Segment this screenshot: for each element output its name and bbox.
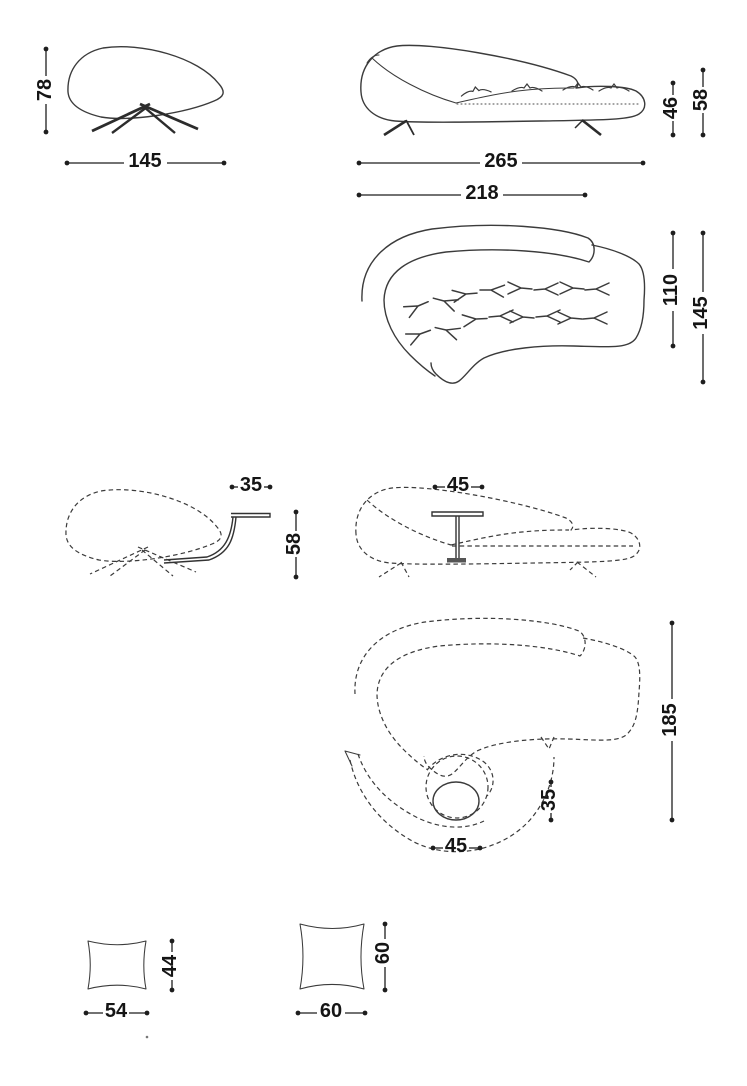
dimension-label: 185: [659, 703, 681, 737]
dimension-endpoint: [44, 47, 49, 52]
tufting-marks: [404, 282, 609, 345]
chaise-outline: [361, 45, 645, 122]
swing-arrowhead: [345, 751, 360, 766]
backrest-band-dashed: [355, 618, 585, 770]
dimension-endpoint: [670, 621, 675, 626]
dimension-label: 60: [372, 941, 394, 965]
dimension-endpoint: [583, 193, 588, 198]
dimension-endpoint: [170, 988, 175, 993]
cushion-small-outline: [88, 941, 146, 989]
dim-plan-seat-depth: [660, 231, 682, 349]
dim-pouf-width: [65, 150, 227, 172]
pedestal-table-top: [432, 512, 483, 516]
dim-tabletop-width-plan: [431, 835, 483, 857]
dim-pedestal-top-width: [433, 474, 485, 496]
dimension-label: 60: [319, 1000, 343, 1022]
tufting-mark: [508, 282, 532, 294]
dimension-endpoint: [170, 939, 175, 944]
dimension-endpoint: [383, 922, 388, 927]
dimension-endpoint: [84, 1011, 89, 1016]
dimension-label: 265: [484, 150, 518, 172]
backrest-fold-line: [372, 58, 456, 103]
tufting-mark: [534, 283, 558, 295]
dimension-endpoint: [701, 231, 706, 236]
dimension-endpoint: [670, 818, 675, 823]
dim-chaise-seat-height: [660, 81, 682, 138]
dimension-endpoint: [431, 846, 436, 851]
tufting-mark: [480, 283, 505, 297]
dimension-label: 145: [690, 296, 712, 330]
dim-cushion-large-width: [296, 1000, 368, 1022]
backrest-band: [362, 225, 594, 376]
dim-chaise-overall-height: [690, 68, 712, 138]
cushion-large-view: [296, 922, 394, 1022]
dimension-endpoint: [701, 68, 706, 73]
dimension-endpoint: [357, 161, 362, 166]
tufting-mark: [536, 310, 560, 322]
stray-print-dot: [146, 1036, 149, 1039]
dimension-label: 35: [538, 788, 560, 812]
plan-with-table-view: [345, 618, 681, 857]
tufting-mark: [558, 312, 582, 324]
dimension-endpoint: [701, 133, 706, 138]
dimension-endpoint: [145, 1011, 150, 1016]
dimension-label: 45: [446, 474, 470, 496]
pedestal-table-base: [447, 558, 466, 563]
side-table-arm: [164, 517, 233, 560]
cushion-top-dashed: [451, 530, 569, 545]
dimension-endpoint: [701, 380, 706, 385]
dimension-label: 45: [444, 835, 468, 857]
dim-pouf-height: [34, 47, 56, 135]
pouf-leg-dashed: [110, 550, 145, 576]
chaise-leg-dashed: [577, 562, 596, 577]
cushion-small-view: [84, 939, 181, 1022]
dimension-endpoint: [44, 130, 49, 135]
dimension-endpoint: [671, 231, 676, 236]
dimension-endpoint: [268, 485, 273, 490]
dim-plan-overall-depth: [690, 231, 712, 385]
dim-plan-table-overall-depth: [659, 621, 681, 823]
cushion-large-outline: [300, 924, 364, 989]
cushion-pucker: [460, 85, 491, 96]
dimension-endpoint: [478, 846, 483, 851]
sofa-plan-view: [362, 225, 712, 384]
chaise-leg-dashed: [570, 562, 578, 570]
chaise-leg: [575, 120, 583, 128]
tufting-mark: [510, 311, 534, 323]
dimension-endpoint: [641, 161, 646, 166]
seat-outline-dashed: [424, 638, 640, 776]
dimension-label: 58: [690, 88, 712, 112]
dimension-label: 110: [660, 273, 682, 307]
backrest-fold-dashed: [367, 500, 451, 545]
dim-cushion-small-width: [84, 1000, 150, 1022]
dimension-label: 58: [283, 532, 305, 556]
dimension-endpoint: [671, 133, 676, 138]
tufting-mark: [462, 312, 487, 327]
side-table-top: [231, 514, 270, 518]
dimension-endpoint: [363, 1011, 368, 1016]
dimension-endpoint: [549, 818, 554, 823]
chaise-leg: [582, 120, 601, 135]
chaise-outline-dashed: [356, 487, 640, 564]
dimension-endpoint: [357, 193, 362, 198]
chaise-side-view: [357, 45, 712, 204]
tufting-mark: [406, 324, 433, 345]
dim-chaise-seat-length: [357, 182, 588, 204]
chaise-leg-dashed: [379, 563, 401, 577]
seat-outline: [431, 245, 644, 383]
pouf-side-view: [34, 47, 226, 172]
tufting-mark: [434, 321, 461, 340]
dimension-endpoint: [230, 485, 235, 490]
dimension-label: 46: [660, 96, 682, 120]
dimension-endpoint: [383, 988, 388, 993]
side-table-arm: [164, 517, 236, 563]
dimension-endpoint: [671, 81, 676, 86]
dimension-label: 44: [159, 954, 181, 978]
chaise-leg: [384, 121, 406, 135]
dimension-label: 35: [239, 474, 263, 496]
chaise-with-table-view: [356, 474, 640, 577]
dimension-endpoint: [222, 161, 227, 166]
tufting-mark: [585, 283, 609, 295]
tufting-mark: [404, 296, 431, 318]
dim-cushion-large-height: [372, 922, 394, 993]
dimension-endpoint: [294, 510, 299, 515]
dimension-label: 78: [34, 78, 56, 102]
tufting-mark: [560, 282, 584, 294]
dimension-label: 145: [128, 150, 162, 172]
pouf-with-table-view: [66, 474, 305, 579]
dimension-label: 218: [465, 182, 499, 204]
dimension-endpoint: [294, 575, 299, 580]
dimension-endpoint: [296, 1011, 301, 1016]
dim-chaise-overall-length: [357, 150, 646, 172]
dimension-endpoint: [549, 780, 554, 785]
table-top-ellipse: [433, 782, 479, 820]
dimension-label: 54: [104, 1000, 128, 1022]
tufting-mark: [489, 310, 513, 322]
dim-table-top-width: [230, 474, 273, 496]
dim-table-height: [283, 510, 305, 580]
dimension-endpoint: [433, 485, 438, 490]
tufting-mark: [583, 312, 607, 324]
dimension-endpoint: [65, 161, 70, 166]
dimension-endpoint: [671, 344, 676, 349]
dimension-endpoint: [480, 485, 485, 490]
dim-cushion-small-height: [159, 939, 181, 993]
